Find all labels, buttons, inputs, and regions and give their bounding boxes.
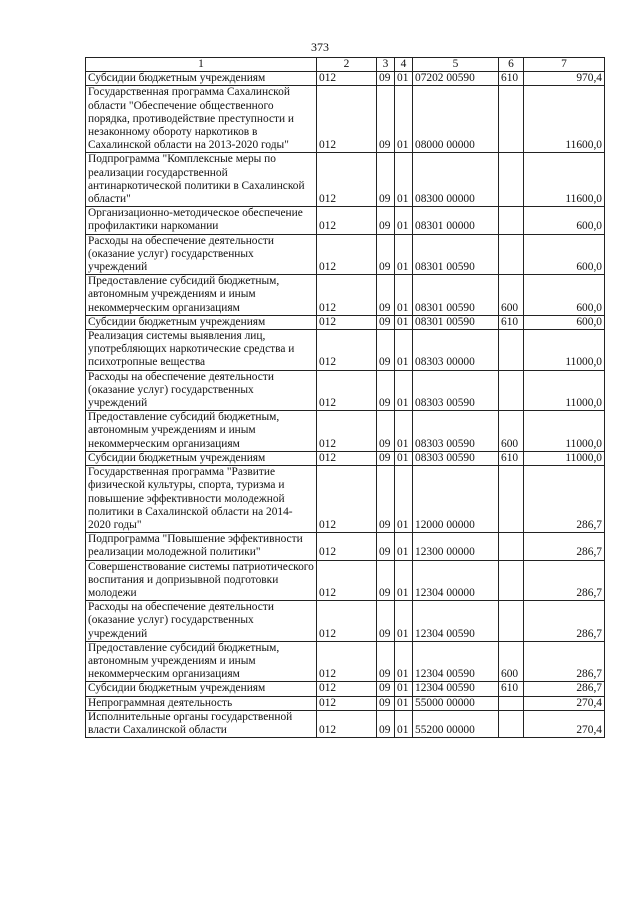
table-row [86, 330, 605, 371]
table-row [86, 451, 605, 465]
row-ministry-code: 012 [317, 451, 377, 465]
row-amount: 600,0 [524, 207, 605, 234]
row-subsection-code: 01 [395, 533, 413, 560]
row-ministry-code: 012 [317, 560, 377, 601]
row-expense-type: 610 [499, 451, 524, 465]
row-target-article: 08303 00000 [413, 330, 499, 371]
row-subsection-code: 01 [395, 86, 413, 153]
row-ministry-code: 012 [317, 601, 377, 642]
row-expense-type [499, 207, 524, 234]
page-number: 373 [311, 40, 329, 54]
row-subsection-code: 01 [395, 370, 413, 411]
table-row [86, 682, 605, 696]
table-row [86, 315, 605, 329]
row-subsection-code: 01 [395, 696, 413, 710]
header-col-4: 4 [395, 58, 413, 72]
row-amount: 286,7 [524, 601, 605, 642]
row-section-code: 09 [377, 411, 395, 452]
table-row [86, 234, 605, 275]
row-ministry-code: 012 [317, 153, 377, 207]
row-ministry-code: 012 [317, 370, 377, 411]
table-row [86, 533, 605, 560]
row-subsection-code: 01 [395, 411, 413, 452]
table-row [86, 466, 605, 533]
table-row [86, 560, 605, 601]
row-subsection-code: 01 [395, 601, 413, 642]
row-ministry-code: 012 [317, 234, 377, 275]
row-subsection-code: 01 [395, 153, 413, 207]
row-amount: 286,7 [524, 466, 605, 533]
row-name: Расходы на обеспечение деятельности (оказание услуг) государственных учреждений [86, 234, 317, 275]
row-expense-type [499, 466, 524, 533]
table-row [86, 601, 605, 642]
row-ministry-code: 012 [317, 72, 377, 86]
row-name: Расходы на обеспечение деятельности (оказание услуг) государственных учреждений [86, 601, 317, 642]
row-expense-type [499, 153, 524, 207]
row-ministry-code: 012 [317, 411, 377, 452]
row-section-code: 09 [377, 710, 395, 737]
row-section-code: 09 [377, 560, 395, 601]
row-name: Исполнительные органы государственной власти Сахалинской области [86, 710, 317, 737]
row-section-code: 09 [377, 682, 395, 696]
row-name: Государственная программа Сахалинской области "Обеспечение общественного порядка, противодействие преступности и незаконному обороту наркотиков в Сахалинской области на 2013-2020 годы" [86, 86, 317, 153]
row-expense-type: 610 [499, 682, 524, 696]
row-ministry-code: 012 [317, 641, 377, 682]
row-amount: 11600,0 [524, 86, 605, 153]
row-ministry-code: 012 [317, 330, 377, 371]
row-target-article: 08301 00590 [413, 275, 499, 316]
row-name: Расходы на обеспечение деятельности (оказание услуг) государственных учреждений [86, 370, 317, 411]
row-target-article: 12304 00590 [413, 601, 499, 642]
row-target-article: 55200 00000 [413, 710, 499, 737]
row-name: Субсидии бюджетным учреждениям [86, 451, 317, 465]
table-row [86, 72, 605, 86]
row-expense-type [499, 330, 524, 371]
table-row [86, 207, 605, 234]
row-subsection-code: 01 [395, 207, 413, 234]
row-name: Предоставление субсидий бюджетным, автономным учреждениям и иным некоммерческим организациям [86, 411, 317, 452]
row-expense-type [499, 234, 524, 275]
row-section-code: 09 [377, 641, 395, 682]
row-name: Непрограммная деятельность [86, 696, 317, 710]
row-section-code: 09 [377, 86, 395, 153]
row-subsection-code: 01 [395, 466, 413, 533]
row-target-article: 12300 00000 [413, 533, 499, 560]
row-name: Совершенствование системы патриотического воспитания и допризывной подготовки молодежи [86, 560, 317, 601]
row-name: Субсидии бюджетным учреждениям [86, 315, 317, 329]
row-section-code: 09 [377, 451, 395, 465]
table-row [86, 153, 605, 207]
table-row [86, 86, 605, 153]
row-amount: 11000,0 [524, 411, 605, 452]
row-target-article: 55000 00000 [413, 696, 499, 710]
row-amount: 286,7 [524, 560, 605, 601]
row-expense-type [499, 370, 524, 411]
row-amount: 270,4 [524, 696, 605, 710]
table-body [86, 72, 605, 738]
row-target-article: 08303 00590 [413, 411, 499, 452]
header-col-1: 1 [86, 58, 317, 72]
row-target-article: 08000 00000 [413, 86, 499, 153]
row-section-code: 09 [377, 207, 395, 234]
row-expense-type [499, 560, 524, 601]
row-ministry-code: 012 [317, 696, 377, 710]
row-section-code: 09 [377, 72, 395, 86]
row-target-article: 12304 00590 [413, 682, 499, 696]
row-subsection-code: 01 [395, 641, 413, 682]
row-section-code: 09 [377, 601, 395, 642]
row-subsection-code: 01 [395, 315, 413, 329]
row-amount: 286,7 [524, 533, 605, 560]
row-target-article: 12304 00590 [413, 641, 499, 682]
row-target-article: 12304 00000 [413, 560, 499, 601]
row-ministry-code: 012 [317, 682, 377, 696]
row-name: Предоставление субсидий бюджетным, автономным учреждениям и иным некоммерческим организациям [86, 275, 317, 316]
row-section-code: 09 [377, 696, 395, 710]
row-ministry-code: 012 [317, 275, 377, 316]
row-section-code: 09 [377, 315, 395, 329]
header-col-7: 7 [524, 58, 605, 72]
row-target-article: 08301 00000 [413, 207, 499, 234]
row-section-code: 09 [377, 330, 395, 371]
row-expense-type [499, 696, 524, 710]
row-expense-type: 610 [499, 72, 524, 86]
table-row [86, 696, 605, 710]
row-target-article: 08303 00590 [413, 370, 499, 411]
row-target-article: 08303 00590 [413, 451, 499, 465]
row-name: Организационно-методическое обеспечение профилактики наркомании [86, 207, 317, 234]
row-name: Подпрограмма "Комплексные меры по реализации государственной антинаркотической политики в Сахалинской области" [86, 153, 317, 207]
row-expense-type: 600 [499, 411, 524, 452]
row-target-article: 12000 00000 [413, 466, 499, 533]
row-target-article: 08301 00590 [413, 315, 499, 329]
row-name: Государственная программа "Развитие физической культуры, спорта, туризма и повышение эффективности молодежной политики в Сахалинской области на 2014-2020 годы" [86, 466, 317, 533]
row-ministry-code: 012 [317, 315, 377, 329]
row-expense-type: 600 [499, 641, 524, 682]
row-amount: 270,4 [524, 710, 605, 737]
row-ministry-code: 012 [317, 533, 377, 560]
row-amount: 286,7 [524, 682, 605, 696]
budget-table [85, 57, 605, 738]
row-section-code: 09 [377, 533, 395, 560]
row-subsection-code: 01 [395, 560, 413, 601]
row-name: Подпрограмма "Повышение эффективности реализации молодежной политики" [86, 533, 317, 560]
row-subsection-code: 01 [395, 710, 413, 737]
row-name: Реализация системы выявления лиц, употребляющих наркотические средства и психотропные вещества [86, 330, 317, 371]
row-amount: 11000,0 [524, 330, 605, 371]
row-ministry-code: 012 [317, 86, 377, 153]
row-section-code: 09 [377, 466, 395, 533]
table-row [86, 710, 605, 737]
row-amount: 11000,0 [524, 370, 605, 411]
row-subsection-code: 01 [395, 234, 413, 275]
row-ministry-code: 012 [317, 710, 377, 737]
row-amount: 11000,0 [524, 451, 605, 465]
header-col-3: 3 [377, 58, 395, 72]
table-row [86, 641, 605, 682]
row-section-code: 09 [377, 234, 395, 275]
row-amount: 600,0 [524, 275, 605, 316]
row-section-code: 09 [377, 275, 395, 316]
row-section-code: 09 [377, 153, 395, 207]
row-subsection-code: 01 [395, 451, 413, 465]
row-amount: 600,0 [524, 315, 605, 329]
row-ministry-code: 012 [317, 207, 377, 234]
row-subsection-code: 01 [395, 330, 413, 371]
row-subsection-code: 01 [395, 275, 413, 316]
row-amount: 600,0 [524, 234, 605, 275]
row-target-article: 08301 00590 [413, 234, 499, 275]
table-header [86, 58, 605, 72]
row-subsection-code: 01 [395, 682, 413, 696]
row-expense-type: 600 [499, 275, 524, 316]
row-name: Субсидии бюджетным учреждениям [86, 682, 317, 696]
row-amount: 970,4 [524, 72, 605, 86]
row-target-article: 08300 00000 [413, 153, 499, 207]
row-target-article: 07202 00590 [413, 72, 499, 86]
row-subsection-code: 01 [395, 72, 413, 86]
row-name: Предоставление субсидий бюджетным, автономным учреждениям и иным некоммерческим организациям [86, 641, 317, 682]
row-amount: 11600,0 [524, 153, 605, 207]
row-amount: 286,7 [524, 641, 605, 682]
header-col-2: 2 [317, 58, 377, 72]
row-section-code: 09 [377, 370, 395, 411]
table-row [86, 411, 605, 452]
table-row [86, 370, 605, 411]
row-expense-type: 610 [499, 315, 524, 329]
table-row [86, 275, 605, 316]
row-ministry-code: 012 [317, 466, 377, 533]
row-expense-type [499, 710, 524, 737]
row-expense-type [499, 533, 524, 560]
header-col-6: 6 [499, 58, 524, 72]
row-expense-type [499, 601, 524, 642]
row-expense-type [499, 86, 524, 153]
row-name: Субсидии бюджетным учреждениям [86, 72, 317, 86]
header-col-5: 5 [413, 58, 499, 72]
header-row [86, 58, 605, 72]
